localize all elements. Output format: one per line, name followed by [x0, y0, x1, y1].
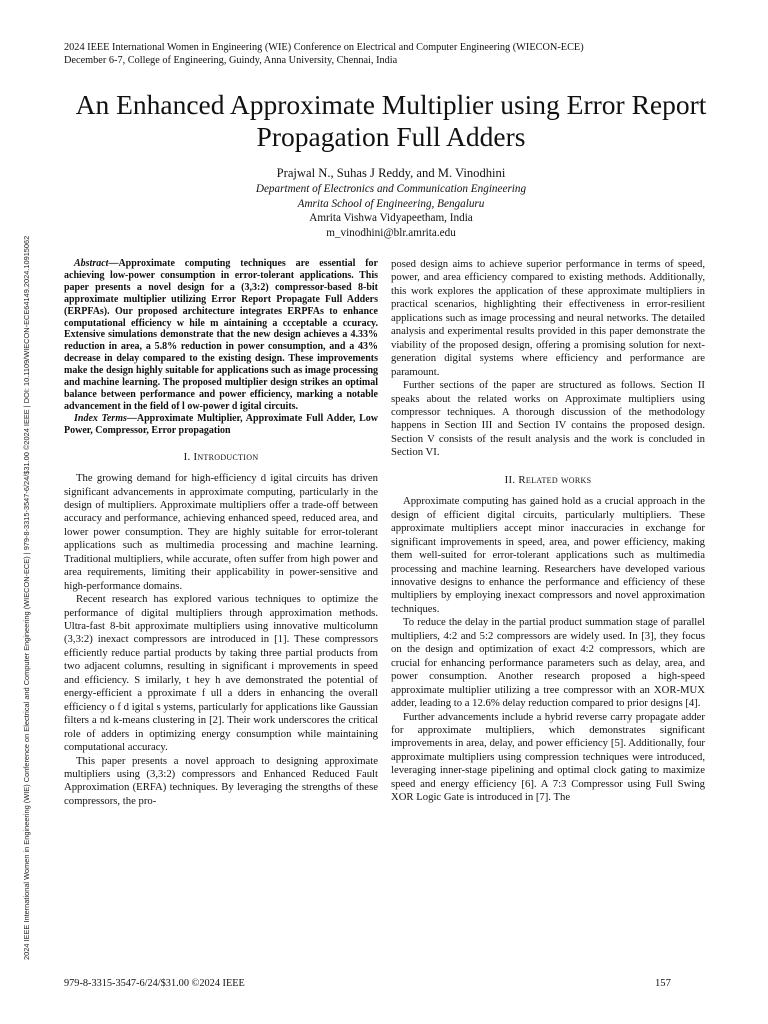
intro-paragraph-3: This paper presents a novel approach to designing approximate multipliers using (3,3:2) compressors and Enhanced Reduced Fault Approximation (ERFA) techniques. By leveraging the strengths of these compressors, the pro-: [64, 754, 378, 807]
related-paragraph-2: To reduce the delay in the partial product summation stage of parallel multipliers, 4:2 and 5:2 compressors are widely used. In [3], they focus on the design and optimization of exact 4:2 compressors, which are crucial for enhancing performance parameters such as delay, area, and power consumption. Another research proposed a high-speed approximate multiplier utilizing a tree compressor with an XOR-MUX adder, leading to a 12.6% delay reduction compared to prior designs [4].: [391, 616, 705, 710]
abstract-text: —Approximate computing techniques are essential for achieving low-power consumption in error-tolerant applications. This paper presents a novel design for a (3,3:2) compressor-based 8-bit approximate multiplier utilizing Error Report Propagate Full Adders (ERPFAs). Our proposed architecture integrates ERPFAs to enhance computational efficiency w hile m aintaining a ccceptable a ccuracy. Extensive simulations demonstrate that the new design achieves a 4.33% reduction in area, a 5.8% reduction in power consumption, and a 43% decrease in delay compared to the existing design. These improvements make the design highly suitable for applications such as image processing and machine learning. The proposed multiplier design strikes an optimal balance between performance and power efficiency, marking a notable advancement in the field of l ow-power d igital circuits.: [64, 258, 378, 412]
related-paragraph-1: Approximate computing has gained hold as a crucial approach in the design of efficient digital circuits, particularly multipliers. These approximate multipliers accept minor inaccuracies in exchange for significant improvements in speed, area, and power efficiency, making them well-suited for error-tolerant applications such as multimedia processing and machine learning. Researchers have developed various innovative designs to enhance the performance and efficiency of these multipliers by employing inexact compressors and novel approximation techniques.: [391, 495, 705, 615]
abstract: [64, 258, 378, 413]
section-heading-introduction: I. Introduction: [183, 450, 259, 463]
author-list: Prajwal N., Suhas J Reddy, and M. Vinodhini: [276, 166, 506, 180]
index-terms: [64, 413, 378, 437]
affiliation-department: Department of Electronics and Communication Engineering: [255, 183, 527, 195]
related-paragraph-3: Further advancements include a hybrid reverse carry propagate adder for approximate multipliers, which demonstrates significant improvements in area, delay, and power efficiency [5]. Additionally, four approximate multipliers using compression techniques were introduced, leveraging inner-stage pipelining and optimal clock gating to maximize speed and energy efficiency [6]. A 7:3 Compressor using Full Swing XOR Logic Gate is introduced in [7]. The: [391, 710, 705, 804]
affiliation-school: Amrita School of Engineering, Bengaluru: [297, 197, 485, 210]
paper-title: An Enhanced Approximate Multiplier using Error Report Propagation Full Adders: [75, 89, 707, 152]
right-column: [391, 258, 705, 805]
index-terms-label: Index Terms: [74, 412, 127, 424]
conference-header: [64, 41, 744, 67]
intro-paragraph-2: Recent research has explored various techniques to optimize the performance of digital multipliers through approximation methods. Ultra-fast 8-bit approximate multipliers using innovative multicolumn (3,3:2) inexact compressors are introduced in [1]. These compressors efficiently reduce partial products by taking three partial products from two adjacent columns, resulting in significant i mprovements in speed and efficiency. S imilarly, t hey h ave demonstrated the potential of energy-efficient a pproximate f ull a dders in enhancing the overall efficiency o f d igital s ystems, particularly for applications like Gaussian filters a nd k-means clustering in [2]. Their work underscores the critical role of adders in optimizing energy consumption while maintaining computational accuracy.: [64, 593, 378, 754]
intro-paragraph-1: The growing demand for high-efficiency d igital circuits has driven significant advancements in approximate computing, particularly in the design of multipliers. Approximate multipliers offer a trade-off between accuracy and performance, achieving enhanced speed, reduced area, and lower power consumption. They are highly suitable for error-tolerant applications such as multimedia processing and machine learning. Traditional multipliers, while accurate, often suffer from high power and area requirements, limiting their applicability in power-sensitive and high-performance domains.: [64, 472, 378, 592]
affiliation-block: [40, 182, 742, 240]
affiliation-university: Amrita Vishwa Vidyapeetham, India: [309, 212, 473, 224]
abstract-label: Abstract: [74, 258, 109, 269]
side-metadata-text: 2024 IEEE International Women in Engineering (WIE) Conference on Electrical and Computer Engineering (WIECON-ECE) | 979-8-3315-3547-6/24/$31.00 ©2024 IEEE | DOI: 10.1109/WIECON-ECE64149.2024.10915062: [22, 235, 31, 960]
index-terms-text: —Approximate Multiplier, Approximate Full Adder, Low Power, Compressor, Error propagation: [64, 412, 378, 436]
section-heading-related-works: II. Related works: [504, 473, 592, 486]
footer-isbn: 979-8-3315-3547-6/24/$31.00 ©2024 IEEE: [64, 978, 245, 989]
author-email[interactable]: m_vinodhini@blr.amrita.edu: [326, 226, 456, 239]
left-column: [64, 258, 378, 808]
page-number: 157: [655, 978, 671, 989]
conference-line-2: December 6-7, College of Engineering, Guindy, Anna University, Chennai, India: [64, 55, 398, 66]
intro-continuation-paragraph: posed design aims to achieve superior performance in terms of speed, power, and area efficiency compared to existing methods. Additionally, this work explores the application of these approximate multipliers in practical scenarios, highlighting their effectiveness in error-resilient applications such as image processing and neural networks. The detailed analysis and experimental results provided in this paper demonstrate the viability of the proposed design, offering a promising solution for next-generation digital systems where efficiency and performance are paramount.: [391, 258, 705, 378]
paper-structure-paragraph: Further sections of the paper are structured as follows. Section II speaks about the related works on Approximate multipliers using compressor techniques. A thorough discussion of the methodology happens in Section III and Section IV contains the proposed design. Section V consists of the result analysis and the work is concluded in Section VI.: [391, 379, 705, 459]
side-metadata-strip: [10, 100, 31, 960]
conference-line-1: 2024 IEEE International Women in Engineering (WIE) Conference on Electrical and Computer Engineering (WIECON-ECE): [64, 42, 584, 53]
